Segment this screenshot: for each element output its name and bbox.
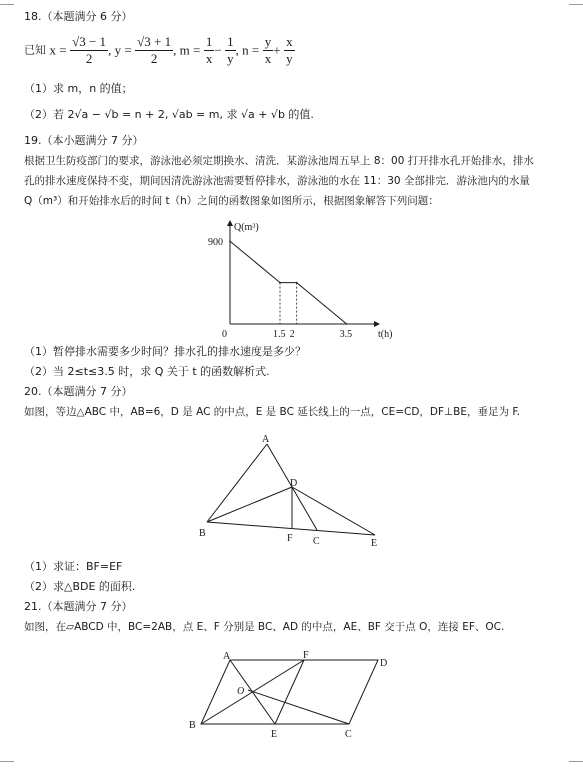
segment-de: [292, 487, 375, 535]
n-fraction-a: $\frac{y}{x}$: [264, 34, 272, 66]
segment-bd: [207, 487, 292, 522]
q18-part2: （2）若 2√a − √b = n + 2, √ab = m, 求 √a + √b 的值.: [24, 108, 314, 121]
x-axis-arrow: [374, 321, 380, 327]
q18-part1: （1）求 m，n 的值；: [24, 82, 133, 95]
q20-triangle-figure: [195, 432, 395, 550]
point-label-b: B: [189, 720, 196, 731]
x-fraction: $\frac{√3 - 1}{2}$: [72, 34, 107, 66]
q20-para: 如图，等边△ABC 中，AB=6，D 是 AC 的中点，E 是 BC 延长线上的一点，CE=CD，DF⊥BE，垂足为 F.: [24, 406, 521, 418]
y-tick-label: 900: [208, 237, 223, 249]
point-label-e: E: [271, 729, 278, 740]
series-line: [230, 241, 347, 324]
segment-ef: [275, 660, 304, 724]
point-label-e: E: [371, 538, 378, 549]
q21-parallelogram-figure: [185, 648, 395, 748]
q21-header: 21.（本题满分 7 分）: [24, 600, 133, 613]
x-axis-label: t(h): [378, 329, 393, 340]
q20-part2: （2）求△BDE 的面积.: [24, 580, 136, 593]
q18-given-prefix: 已知: [24, 43, 46, 57]
y-fraction: $\frac{√3 + 1}{2}$: [137, 34, 172, 66]
x-tick-label: 0: [222, 329, 227, 340]
y-axis-arrow: [227, 220, 233, 226]
y-axis-label: Q(m³): [234, 222, 259, 233]
x-tick-label: 2: [289, 329, 295, 340]
q18-header: 18.（本题满分 6 分）: [24, 10, 133, 23]
point-label-a: A: [262, 434, 270, 445]
q20-part1: （1）求证：BF=EF: [24, 560, 123, 573]
q19-graph: [200, 218, 393, 340]
segment-ab: [207, 444, 267, 522]
data-point: [229, 240, 231, 242]
corner-mark-tl: [0, 4, 14, 5]
q20-header: 20.（本题满分 7 分）: [24, 385, 133, 398]
x-tick-label: 3.5: [339, 329, 353, 340]
q19-part1: （1）暂停排水需要多少时间？排水孔的排水速度是多少？: [24, 345, 306, 358]
point-label-d: D: [290, 478, 298, 489]
corner-mark-tr: [569, 4, 583, 5]
point-label-c: C: [313, 536, 320, 547]
q19-para-line2: 孔的排水速度保持不变，期间因清洗游泳池需要暂停排水，游泳池的水在 11：30 全部排完．游泳池内的水量: [24, 175, 530, 187]
q19-part2: （2）当 2≤t≤3.5 时，求 Q 关于 t 的函数解析式.: [24, 365, 270, 378]
q21-para: 如图，在▱ABCD 中，BC=2AB，点 E、F 分别是 BC、AD 的中点，AE、BF 交于点 O，连接 EF、OC.: [24, 621, 505, 633]
q19-para-line1: 根据卫生防疫部门的要求，游泳池必须定期换水、清洗．某游泳池周五早上 8：00 打开排水孔开始排水，排水: [24, 155, 534, 167]
q19-header: 19.（本小题满分 7 分）: [24, 134, 144, 147]
point-label-f: F: [287, 533, 293, 544]
point-label-o: O: [237, 686, 245, 697]
point-label-f: F: [303, 650, 309, 661]
q19-para-line3: Q（m³）和开始排水后的时间 t（h）之间的函数图象如图所示，根据图象解答下列问题：: [24, 195, 439, 207]
point-label-c: C: [345, 729, 352, 740]
data-point: [346, 323, 348, 325]
n-fraction-b: $\frac{x}{y}$: [286, 34, 293, 66]
corner-mark-bl: [0, 761, 14, 762]
point-label-d: D: [380, 658, 388, 669]
m-fraction-a: $\frac{1}{x}$: [205, 34, 213, 66]
corner-mark-br: [569, 761, 583, 762]
q18-formula: 已知 x = $\frac{√3 - 1}{2}$ , y = $\frac{√3 + 1}{2}$ , m = $\frac{1}{x}$ − $\frac{1}{y}$ , n = $\frac{y}{x}$ + $\frac{x}{y}$: [24, 34, 293, 66]
x-tick-label: 1.5: [273, 329, 286, 340]
point-label-b: B: [199, 528, 206, 539]
m-fraction-b: $\frac{1}{y}$: [227, 34, 234, 66]
point-label-a: A: [223, 651, 231, 662]
